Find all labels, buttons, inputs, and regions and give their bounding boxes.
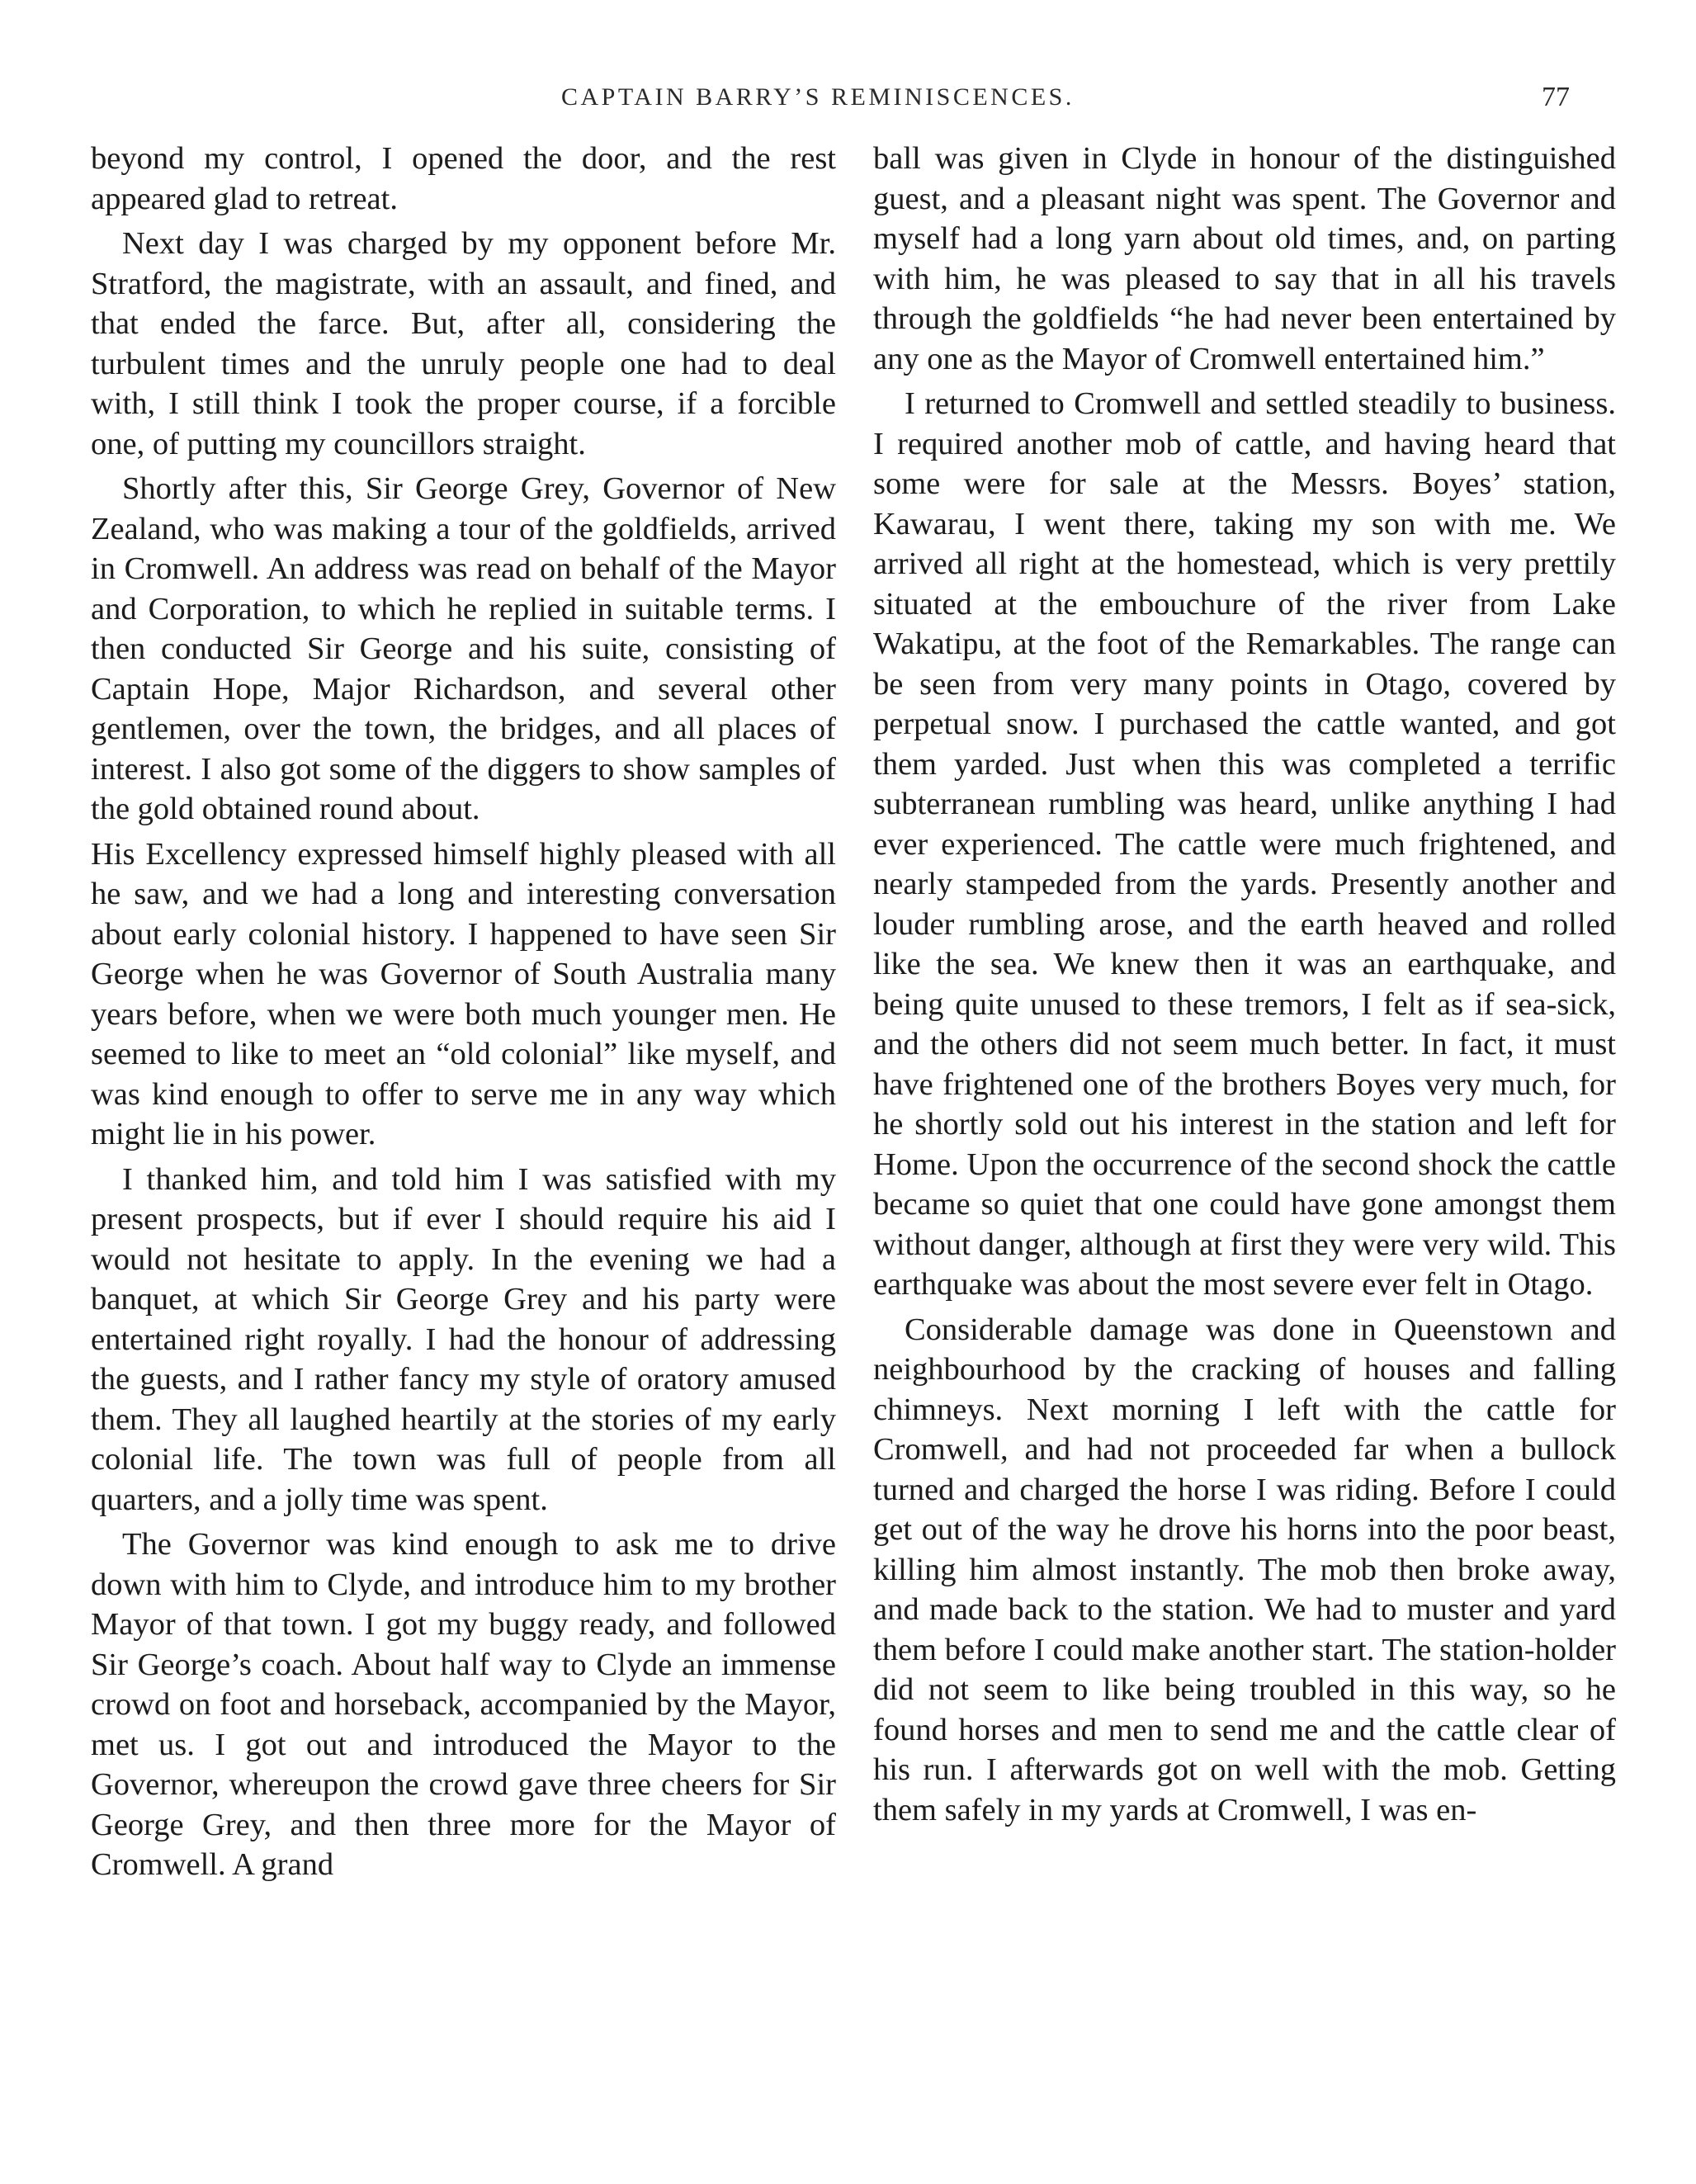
paragraph: I thanked him, and told him I was satisfied with my present prospects, but if ever I should require his aid I would not hesitate to apply. In the evening we had a banquet, at which Sir George Grey and his party were entertained right royally. I had the honour of addressing the guests, and I rather fancy my style of oratory amused them. They all laughed heartily at the stories of my early colonial life. The town was full of people from all quarters, and a jolly time was spent. (91, 1161, 836, 1517)
page-number: 77 (1542, 82, 1570, 112)
running-title: CAPTAIN BARRY’S REMINISCENCES. (561, 83, 1075, 111)
paragraph: Shortly after this, Sir George Grey, Governor of New Zealand, who was making a tour of the goldfields, arrived in Cromwell. An address was read on behalf of the Mayor and Corporation, to which he replied in suitable terms. I then conducted Sir George and his suite, consisting of Captain Hope, Major Richardson, and several other gentlemen, over the town, the bridges, and all places of interest. I also got some of the diggers to show samples of the gold obtained round about. (91, 471, 836, 826)
paragraph: Next day I was charged by my opponent before Mr. Stratford, the magistrate, with an assault, and fined, and that ended the farce. But, after all, considering the turbulent times and the unruly people one had to deal with, I still think I took the proper course, if a forcible one, of putting my councillors straight. (91, 226, 836, 461)
paragraph: I returned to Cromwell and settled steadily to business. I required another mob of cattle, and having heard that some were for sale at the Messrs. Boyes’ station, Kawarau, I went there, taking my son with me. We arrived all right at the homestead, which is very prettily situated at the embouchure of the river from Lake Wakatipu, at the foot of the Remarkables. The range can be seen from very many points in Otago, covered by perpetual snow. I purchased the cattle wanted, and got them yarded. Just when this was completed a terrific subterranean rumbling was heard, unlike anything I had ever experienced. The cattle were much frightened, and nearly stampeded from the yards. Presently another and louder rumbling arose, and the earth heaved and rolled like the sea. We knew then it was an earthquake, and being quite unused to these tremors, I felt as if sea-sick, and the others did not seem much better. In fact, it must have frightened one of the brothers Boyes very much, for he shortly sold out his interest in the station and left for Home. Upon the occurrence of the second shock the cattle became so quiet that one could have gone amongst them without danger, although at first they were very wild. This earthquake was about the most severe ever felt in Otago. (873, 386, 1616, 1302)
paragraph: The Governor was kind enough to ask me to drive down with him to Clyde, and introduce him to my brother Mayor of that town. I got my buggy ready, and followed Sir George’s coach. About half way to Clyde an immense crowd on foot and horseback, accompanied by the Mayor, met us. I got out and introduced the Mayor to the Governor, whereupon the crowd gave three cheers for Sir George Grey, and then three more for the Mayor of Cromwell. A grand (91, 1527, 836, 1882)
right-column (873, 139, 1616, 1835)
paragraph: Considerable damage was done in Queenstown and neighbourhood by the cracking of houses and falling chimneys. Next morning I left with the cattle for Cromwell, and had not proceeded far when a bullock turned and charged the horse I was riding. Before I could get out of the way he drove his horns into the poor beast, killing him almost instantly. The mob then broke away, and made back to the station. We had to muster and yard them before I could make another start. The station-holder did not seem to like being troubled in this way, so he found horses and men to send me and the cattle clear of his run. I afterwards got on well with the mob. Getting them safely in my yards at Cromwell, I was en- (873, 1312, 1616, 1827)
paragraph: ball was given in Clyde in honour of the distinguished guest, and a pleasant night was spent. The Governor and myself had a long yarn about old times, and, on parting with him, he was pleased to say that in all his travels through the goldfields “he had never been entertained by any one as the Mayor of Cromwell entertained him.” (873, 141, 1616, 376)
running-head (0, 79, 1696, 116)
paragraph: beyond my control, I opened the door, and the rest appeared glad to retreat. (91, 141, 836, 216)
paragraph: His Excellency expressed himself highly pleased with all he saw, and we had a long and interesting conversation about early colonial history. I happened to have seen Sir George when he was Governor of South Australia many years before, when we were both much younger men. He seemed to like to meet an “old colonial” like myself, and was kind enough to offer to serve me in any way which might lie in his power. (91, 836, 836, 1151)
left-column (91, 139, 836, 1890)
